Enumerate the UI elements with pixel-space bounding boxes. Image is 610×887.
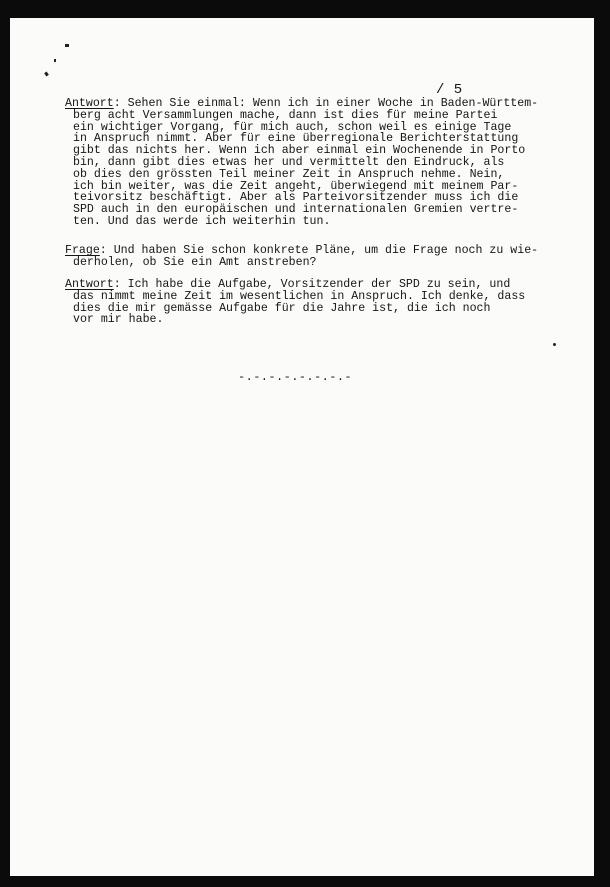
text-line: ten. Und das werde ich weiterhin tun. bbox=[73, 214, 331, 228]
end-separator: -.-.-.-.-.-.-.- bbox=[238, 370, 353, 384]
text-line: das nimmt meine Zeit im wesentlichen in Anspruch. Ich denke, dass bbox=[73, 289, 526, 303]
text-line: in Anspruch nimmt. Aber für eine überregionale Berichterstattung bbox=[73, 132, 519, 146]
text-line: Antwort: Ich habe die Aufgabe, Vorsitzender der SPD zu sein, und bbox=[65, 278, 511, 291]
text-line: dies die mir gemässe Aufgabe für die Jahre ist, die ich noch bbox=[73, 301, 491, 315]
scan-speck bbox=[65, 44, 69, 47]
text-line: ob dies den grössten Teil meiner Zeit in Anspruch nehme. Nein, bbox=[73, 167, 505, 181]
text-line: bin, dann gibt dies etwas her und vermittelt den Eindruck, als bbox=[73, 155, 505, 169]
text-line: derholen, ob Sie ein Amt anstreben? bbox=[73, 255, 317, 269]
text-line: berg acht Versammlungen mache, dann ist dies für meine Partei bbox=[73, 108, 498, 122]
speaker-label: Antwort bbox=[65, 97, 114, 110]
page-number: / 5 bbox=[436, 82, 463, 98]
text-line: Frage: Und haben Sie schon konkrete Pläne, um die Frage noch zu wie- bbox=[65, 244, 539, 257]
text-line: vor mir habe. bbox=[73, 313, 164, 327]
speaker-label: Frage bbox=[65, 244, 100, 257]
speaker-label: Antwort bbox=[65, 278, 114, 291]
text-line: ein wichtiger Vorgang, für mich auch, schon weil es einige Tage bbox=[73, 120, 512, 134]
text-line: ich bin weiter, was die Zeit angeht, überwiegend mit meinem Par- bbox=[73, 179, 519, 193]
scan-speck bbox=[553, 343, 556, 346]
document-page bbox=[10, 18, 594, 876]
answer-paragraph bbox=[65, 98, 565, 228]
text-line: Antwort: Sehen Sie einmal: Wenn ich in einer Woche in Baden-Württem- bbox=[65, 97, 539, 110]
scan-speck bbox=[44, 72, 49, 77]
scan-speck bbox=[54, 59, 56, 62]
answer-paragraph bbox=[65, 279, 565, 326]
question-paragraph bbox=[65, 245, 565, 269]
text-line: teivorsitz beschäftigt. Aber als Parteivorsitzender muss ich die bbox=[73, 191, 519, 205]
text-line: gibt das nichts her. Wenn ich aber einmal ein Wochenende in Porto bbox=[73, 144, 526, 158]
text-line: SPD auch in den europäischen und internationalen Gremien vertre- bbox=[73, 203, 519, 217]
